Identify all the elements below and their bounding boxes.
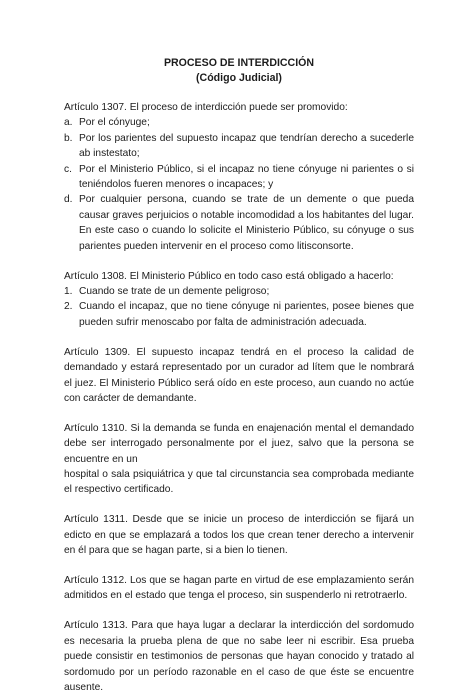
list-marker: c. bbox=[64, 163, 72, 175]
article-list bbox=[64, 115, 414, 254]
article-text: Artículo 1312. Los que se hagan parte en virtud de ese emplazamiento serán admitidos en el estado que tenga el proceso, sin suspenderlo ni retrotraerlo. bbox=[64, 575, 414, 602]
list-item bbox=[64, 192, 414, 254]
list-item bbox=[64, 131, 414, 162]
article-text: Artículo 1309. El supuesto incapaz tendrá en el proceso la calidad de demandado y estará representado por un curador ad lítem que le nombrará el juez. El Ministerio Público será oído en este proceso, aun cuando no actúe con carácter de demandante. bbox=[64, 346, 414, 404]
list-item bbox=[64, 162, 414, 193]
list-marker: b. bbox=[64, 132, 73, 144]
article-text: Artículo 1310. Si la demanda se funda en enajenación mental el demandado debe ser interrogado personalmente por el juez, salvo que la persona se encuentre en un bbox=[64, 422, 414, 465]
document-header bbox=[64, 56, 414, 85]
list-item-text: Por cualquier persona, cuando se trate de un demente o que pueda causar graves perjuicios o notable incomodidad a los habitantes del lugar. En este caso o cuando lo solicite el Ministerio Público, su cónyuge o sus parientes pueden intervenir en el proceso como litisconsorte. bbox=[79, 194, 414, 252]
article-list bbox=[64, 284, 414, 330]
list-marker: 1. bbox=[64, 285, 73, 297]
list-item-text: Cuando el incapaz, que no tiene cónyuge ni parientes, posee bienes que pueden sufrir menoscabo por falta de administración adecuada. bbox=[79, 301, 414, 328]
article-1313 bbox=[64, 618, 414, 695]
article-1311 bbox=[64, 512, 414, 558]
article-text: Artículo 1311. Desde que se inicie un proceso de interdicción se fijará un edicto en que se emplazará a todos los que crean tener derecho a intervenir en él para que se hagan parte, si a bien lo tienen. bbox=[64, 514, 414, 557]
list-item-text: Por el cónyuge; bbox=[79, 117, 150, 129]
article-1307 bbox=[64, 100, 414, 254]
list-marker: d. bbox=[64, 194, 73, 206]
article-intro: Artículo 1308. El Ministerio Público en todo caso está obligado a hacerlo: bbox=[64, 270, 394, 282]
list-marker: a. bbox=[64, 117, 73, 129]
list-item bbox=[64, 115, 414, 130]
list-item bbox=[64, 284, 414, 299]
article-1309 bbox=[64, 345, 414, 407]
list-item bbox=[64, 299, 414, 330]
list-item-text: Cuando se trate de un demente peligroso; bbox=[79, 285, 270, 297]
list-item-text: Por los parientes del supuesto incapaz que tendrían derecho a sucederle ab instestato; bbox=[79, 132, 414, 160]
article-1308 bbox=[64, 269, 414, 331]
article-text: Artículo 1313. Para que haya lugar a declarar la interdicción del sordomudo es necesaria la prueba plena de que no sabe leer ni escribir. Esa prueba puede consistir en testimonios de personas que hayan conocido y tratado al sordomudo por un período razonable en el caso de que éste se encuentre ausente. bbox=[64, 620, 414, 693]
document-subtitle: (Código Judicial) bbox=[196, 71, 282, 84]
article-1312 bbox=[64, 573, 414, 604]
document-title: PROCESO DE INTERDICCIÓN bbox=[163, 57, 315, 69]
article-text-continued: hospital o sala psiquiátrica y que tal circunstancia sea comprobada mediante el respectivo certificado. bbox=[64, 469, 414, 496]
list-item-text: Por el Ministerio Público, si el incapaz no tiene cónyuge ni parientes o si teniéndolos fueren menores o incapaces; y bbox=[79, 163, 414, 191]
article-1310 bbox=[64, 421, 414, 498]
article-intro: Artículo 1307. El proceso de interdicción puede ser promovido: bbox=[64, 102, 348, 113]
list-marker: 2. bbox=[64, 301, 73, 313]
